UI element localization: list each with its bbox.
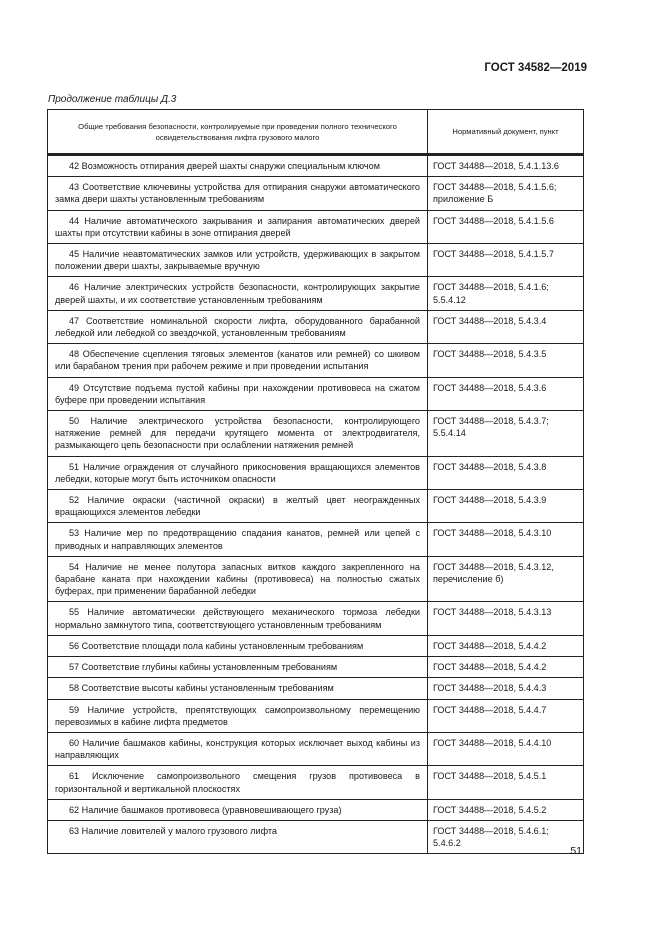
document-cell: ГОСТ 34488—2018, 5.4.4.2 bbox=[428, 657, 584, 678]
document-cell: ГОСТ 34488—2018, 5.4.5.1 bbox=[428, 766, 584, 799]
document-cell: ГОСТ 34488—2018, 5.4.4.3 bbox=[428, 678, 584, 699]
column-header-requirement: Общие требования безопасности, контролируемые при проведении полного технического освидетельствования лифта грузового малого bbox=[48, 110, 428, 155]
requirement-cell: 56 Соответствие площади пола кабины установленным требованиям bbox=[48, 635, 428, 656]
requirement-cell: 53 Наличие мер по предотвращению спадания канатов, ремней или цепей с приводных и направляющих элементов bbox=[48, 523, 428, 556]
requirement-cell: 46 Наличие электрических устройств безопасности, контролирующих закрытие дверей шахты, и их соответствие установленным требованиям bbox=[48, 277, 428, 310]
document-cell: ГОСТ 34488—2018, 5.4.4.2 bbox=[428, 635, 584, 656]
document-id: ГОСТ 34582—2019 bbox=[484, 62, 587, 74]
document-cell: ГОСТ 34488—2018, 5.4.6.1; 5.4.6.2 bbox=[428, 820, 584, 853]
requirement-cell: 43 Соответствие ключевины устройства для отпирания снаружи автоматического замка двери шахты установленным требованиям bbox=[48, 177, 428, 210]
document-cell: ГОСТ 34488—2018, 5.4.4.10 bbox=[428, 732, 584, 765]
document-cell: ГОСТ 34488—2018, 5.4.3.8 bbox=[428, 456, 584, 489]
requirement-cell: 48 Обеспечение сцепления тяговых элементов (канатов или ремней) со шкивом или барабаном трения при рабочем режиме и при проведении испытания bbox=[48, 344, 428, 377]
table-row bbox=[48, 177, 584, 210]
table-row bbox=[48, 602, 584, 635]
table-row bbox=[48, 210, 584, 243]
table-row bbox=[48, 344, 584, 377]
requirement-cell: 45 Наличие неавтоматических замков или устройств, удерживающих в закрытом положении двери шахты, закрываемые вручную bbox=[48, 244, 428, 277]
column-header-document: Нормативный документ, пункт bbox=[428, 110, 584, 155]
table-row bbox=[48, 820, 584, 853]
document-cell: ГОСТ 34488—2018, 5.4.3.10 bbox=[428, 523, 584, 556]
requirements-table bbox=[47, 109, 584, 854]
document-cell: ГОСТ 34488—2018, 5.4.1.6; 5.5.4.12 bbox=[428, 277, 584, 310]
requirement-cell: 47 Соответствие номинальной скорости лифта, оборудованного барабанной лебедкой или лебедкой со звездочкой, установленным требованиям bbox=[48, 310, 428, 343]
document-cell: ГОСТ 34488—2018, 5.4.3.12, перечисление б) bbox=[428, 556, 584, 602]
table-row bbox=[48, 523, 584, 556]
table-row bbox=[48, 678, 584, 699]
table-row bbox=[48, 766, 584, 799]
table-row bbox=[48, 244, 584, 277]
table-row bbox=[48, 556, 584, 602]
document-cell: ГОСТ 34488—2018, 5.4.3.9 bbox=[428, 490, 584, 523]
requirement-cell: 42 Возможность отпирания дверей шахты снаружи специальным ключом bbox=[48, 156, 428, 177]
table-row bbox=[48, 456, 584, 489]
requirement-cell: 51 Наличие ограждения от случайного прикосновения вращающихся элементов лебедки, которые могут быть источником опасности bbox=[48, 456, 428, 489]
document-cell: ГОСТ 34488—2018, 5.4.3.4 bbox=[428, 310, 584, 343]
document-cell: ГОСТ 34488—2018, 5.4.1.5.7 bbox=[428, 244, 584, 277]
document-cell: ГОСТ 34488—2018, 5.4.5.2 bbox=[428, 799, 584, 820]
table-row bbox=[48, 310, 584, 343]
requirement-cell: 59 Наличие устройств, препятствующих самопроизвольному перемещению перевозимых в кабине лифта предметов bbox=[48, 699, 428, 732]
document-cell: ГОСТ 34488—2018, 5.4.3.7; 5.5.4.14 bbox=[428, 411, 584, 457]
table-row bbox=[48, 657, 584, 678]
page-number: 51 bbox=[570, 845, 582, 857]
table-row bbox=[48, 156, 584, 177]
requirement-cell: 63 Наличие ловителей у малого грузового лифта bbox=[48, 820, 428, 853]
table-row bbox=[48, 732, 584, 765]
document-cell: ГОСТ 34488—2018, 5.4.1.5.6; приложение Б bbox=[428, 177, 584, 210]
table-row bbox=[48, 799, 584, 820]
requirement-cell: 54 Наличие не менее полутора запасных витков каждого закрепленного на барабане каната при нахождении кабины (противовеса) на полностью сжатых буферах, при применении барабанной лебедки bbox=[48, 556, 428, 602]
requirement-cell: 52 Наличие окраски (частичной окраски) в желтый цвет неогражденных вращающихся элементов лебедки bbox=[48, 490, 428, 523]
requirement-cell: 55 Наличие автоматически действующего механического тормоза лебедки нормально замкнутого типа, соответствующего установленным требованиям bbox=[48, 602, 428, 635]
table-continuation-caption: Продолжение таблицы Д.3 bbox=[48, 94, 177, 105]
document-cell: ГОСТ 34488—2018, 5.4.3.13 bbox=[428, 602, 584, 635]
table-row bbox=[48, 411, 584, 457]
requirement-cell: 61 Исключение самопроизвольного смещения грузов противовеса в горизонтальной и вертикальной плоскостях bbox=[48, 766, 428, 799]
table-row bbox=[48, 277, 584, 310]
requirement-cell: 50 Наличие электрического устройства безопасности, контролирующего натяжение ремней для передачи крутящего момента от электродвигателя, размыкающего цепь безопасности при ослаблении натяжения ремней bbox=[48, 411, 428, 457]
table-body bbox=[48, 154, 584, 854]
table-row bbox=[48, 635, 584, 656]
requirement-cell: 62 Наличие башмаков противовеса (уравновешивающего груза) bbox=[48, 799, 428, 820]
requirement-cell: 49 Отсутствие подъема пустой кабины при нахождении противовеса на сжатом буфере при проведении испытания bbox=[48, 377, 428, 410]
document-cell: ГОСТ 34488—2018, 5.4.3.6 bbox=[428, 377, 584, 410]
document-cell: ГОСТ 34488—2018, 5.4.3.5 bbox=[428, 344, 584, 377]
table-header-row bbox=[48, 110, 584, 155]
document-cell: ГОСТ 34488—2018, 5.4.4.7 bbox=[428, 699, 584, 732]
document-cell: ГОСТ 34488—2018, 5.4.1.5.6 bbox=[428, 210, 584, 243]
table-row bbox=[48, 377, 584, 410]
requirement-cell: 60 Наличие башмаков кабины, конструкция которых исключает выход кабины из направляющих bbox=[48, 732, 428, 765]
requirement-cell: 58 Соответствие высоты кабины установленным требованиям bbox=[48, 678, 428, 699]
requirement-cell: 57 Соответствие глубины кабины установленным требованиям bbox=[48, 657, 428, 678]
table-row bbox=[48, 490, 584, 523]
document-cell: ГОСТ 34488—2018, 5.4.1.13.6 bbox=[428, 156, 584, 177]
table-row bbox=[48, 699, 584, 732]
requirement-cell: 44 Наличие автоматического закрывания и запирания автоматических дверей шахты при отсутствии кабины в зоне отпирания дверей bbox=[48, 210, 428, 243]
